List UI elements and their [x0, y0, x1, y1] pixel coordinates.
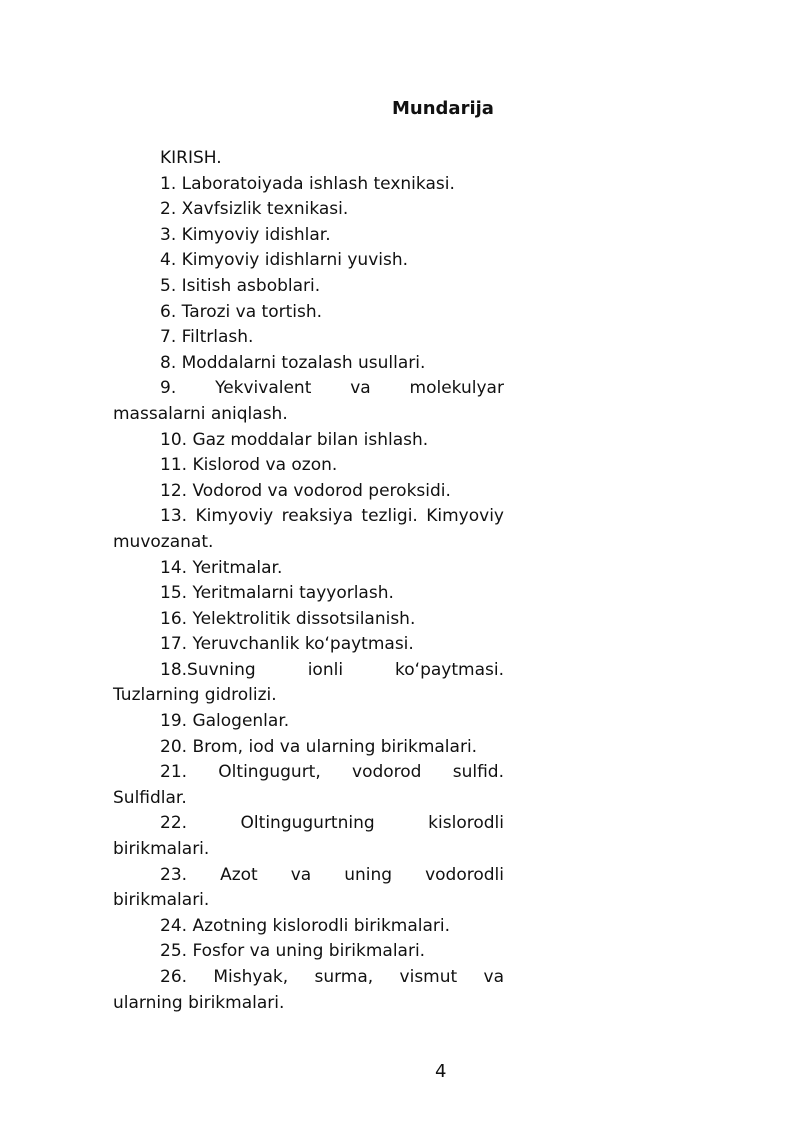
- toc-entry: [113, 376, 504, 402]
- toc-entry: 16. Yelektrolitik dissotsilanish.: [160, 608, 416, 629]
- toc-entry-word: va: [290, 864, 312, 885]
- toc-entry-word: Yekvivalent: [215, 378, 312, 399]
- toc-entry: 19. Galogenlar.: [160, 711, 290, 732]
- toc-intro: KIRISH.: [160, 148, 222, 168]
- toc-entry-word: 13.: [160, 506, 188, 527]
- toc-entry: 10. Gaz moddalar bilan ishlash.: [160, 429, 429, 450]
- toc-entry: 12. Vodorod va vodorod peroksidi.: [160, 480, 451, 501]
- toc-entry-word: ionli: [307, 659, 344, 680]
- toc-entry-word: tezligi.: [361, 506, 418, 527]
- toc-entry-word: 23.: [160, 864, 188, 885]
- toc-entry-word: Kimyoviy: [195, 506, 274, 527]
- toc-entry-continuation: muvozanat.: [113, 531, 214, 552]
- toc-entry: 6. Tarozi va tortish.: [160, 301, 323, 322]
- toc-entry: 2. Xavfsizlik texnikasi.: [160, 199, 349, 220]
- toc-entry: 15. Yeritmalarni tayyorlash.: [160, 583, 394, 604]
- toc-entry: 14. Yeritmalar.: [160, 557, 283, 578]
- toc-entry-continuation: birikmalari.: [113, 890, 210, 911]
- toc-entry: 8. Moddalarni tozalash usullari.: [160, 352, 426, 373]
- toc-entry-continuation: Tuzlarning gidrolizi.: [113, 685, 277, 706]
- toc-entry-continuation: ularning birikmalari.: [113, 992, 285, 1013]
- toc-entry: 25. Fosfor va uning birikmalari.: [160, 941, 426, 962]
- toc-entry-word: Kimyoviy: [426, 506, 504, 527]
- toc-entry-word: 18.Suvning: [160, 659, 256, 680]
- toc-entry-word: vodorodli: [425, 864, 504, 885]
- toc-entry-word: va: [350, 378, 371, 399]
- toc-entry: [113, 863, 504, 889]
- toc-entry-word: kislorodli: [428, 813, 504, 834]
- toc-entry-word: 26.: [160, 967, 188, 987]
- toc-entry-word: 21.: [160, 762, 188, 783]
- toc-entry: 20. Brom, iod va ularning birikmalari.: [160, 736, 478, 757]
- toc-entry-word: Oltingugurtning: [240, 813, 375, 834]
- toc-entry-continuation: birikmalari.: [113, 839, 210, 860]
- toc-entry: 11. Kislorod va ozon.: [160, 455, 338, 476]
- toc-entry: 7. Filtrlash.: [160, 327, 254, 348]
- toc-entry-continuation: massalarni aniqlash.: [113, 403, 288, 424]
- toc-entry: 3. Kimyoviy idishlar.: [160, 224, 331, 245]
- toc-entry-word: Oltingugurt,: [218, 762, 321, 783]
- toc-entry-word: vismut: [399, 967, 458, 987]
- toc-entry-word: molekulyar: [409, 378, 504, 399]
- toc-entry: [113, 811, 504, 837]
- toc-entry-word: va: [483, 967, 504, 987]
- toc-entry-word: Azot: [220, 864, 258, 885]
- toc-entry-word: 22.: [160, 813, 188, 834]
- toc-entry: [113, 965, 504, 991]
- table-of-contents: [113, 146, 504, 1016]
- toc-entry-word: ko‘paytmasi.: [395, 659, 504, 680]
- toc-entry: 5. Isitish asboblari.: [160, 275, 321, 296]
- toc-entry: 4. Kimyoviy idishlarni yuvish.: [160, 250, 409, 271]
- page-number: 4: [435, 1061, 447, 1082]
- toc-entry-word: uning: [344, 864, 393, 885]
- toc-entry: [113, 760, 504, 786]
- toc-heading: Mundarija: [392, 98, 494, 119]
- toc-entry-continuation: Sulfidlar.: [113, 787, 187, 808]
- toc-entry: 1. Laboratoiyada ishlash texnikasi.: [160, 173, 455, 194]
- toc-entry: [113, 504, 504, 530]
- toc-entry: [113, 658, 504, 684]
- toc-entry-word: Mishyak,: [213, 967, 289, 987]
- toc-entry-word: 9.: [160, 378, 177, 399]
- toc-entry-word: vodorod: [352, 762, 422, 783]
- toc-entry-word: reaksiya: [281, 506, 354, 527]
- toc-entry-word: surma,: [314, 967, 374, 987]
- toc-entry: 17. Yeruvchanlik ko‘paytmasi.: [160, 634, 414, 655]
- toc-entry: 24. Azotning kislorodli birikmalari.: [160, 915, 451, 936]
- toc-entry-word: sulfid.: [452, 762, 504, 783]
